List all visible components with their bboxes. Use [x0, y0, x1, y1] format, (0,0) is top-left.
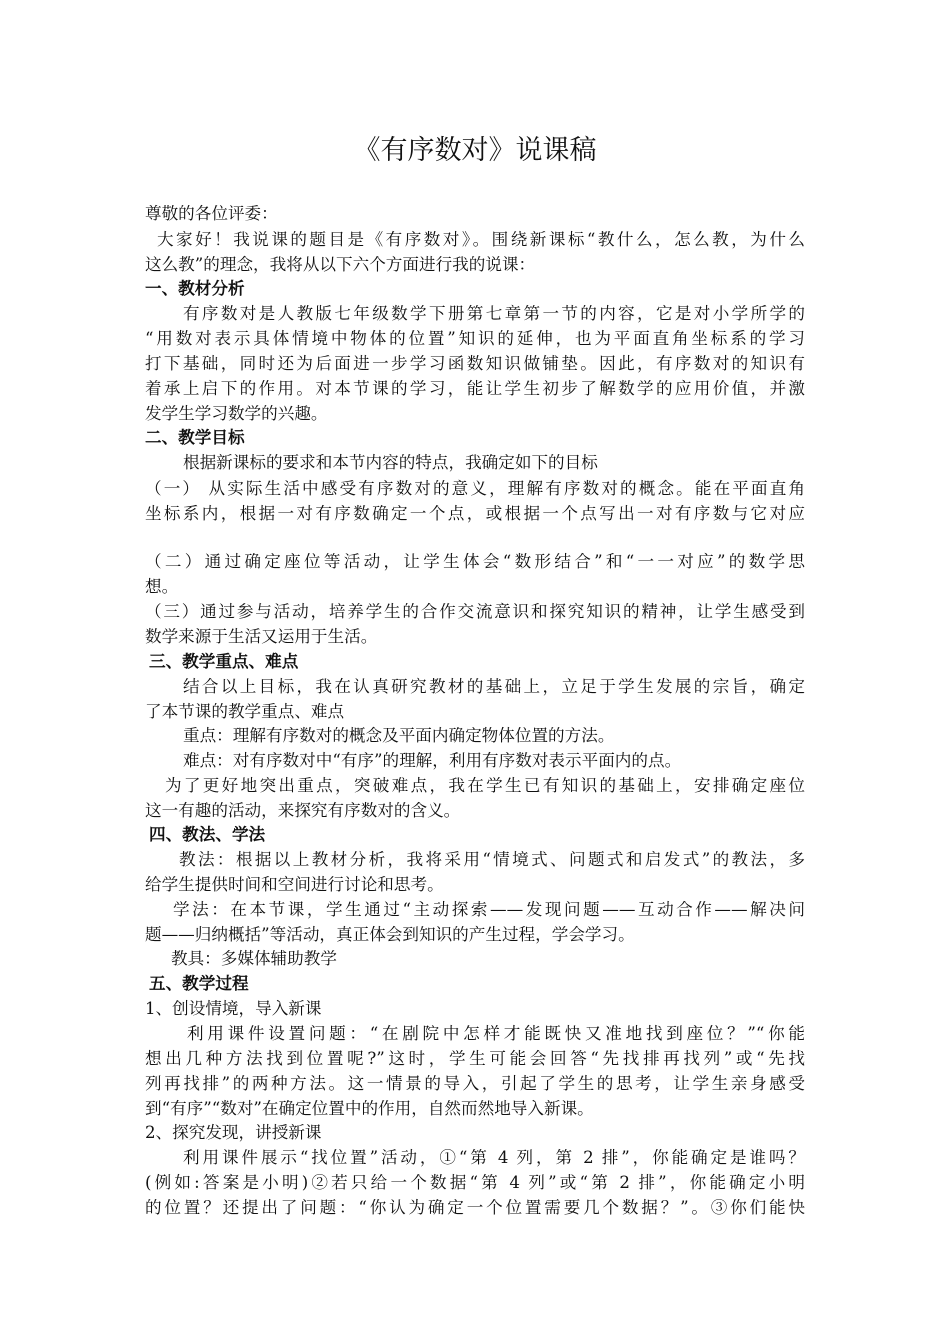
text-line: （一） 从实际生活中感受有序数对的意义，理解有序数对的概念。能在平面直角	[145, 479, 805, 498]
section-heading: 二、教学目标	[145, 428, 245, 447]
text-line: 2、探究发现，讲授新课	[145, 1123, 322, 1142]
text-line: 数学来源于生活又运用于生活。	[145, 627, 378, 646]
text-line: 打下基础，同时还为后面进一步学习函数知识做铺垫。因此，有序数对的知识有	[145, 354, 805, 373]
text-line: 坐标系内，根据一对有序数确定一个点，或根据一个点写出一对有序数与它对应	[145, 504, 805, 523]
text-line: (例如:答案是小明)②若只给一个数据“第 4 列”或“第 2 排”，你能确定小明	[145, 1173, 805, 1192]
text-line: 大家好！我说课的题目是《有序数对》。围绕新课标“教什么，怎么教，为什么	[157, 230, 805, 249]
text-line: 想。	[145, 577, 179, 596]
section-heading: 五、教学过程	[149, 974, 249, 993]
text-line: 题——归纳概括”等活动，真正体会到知识的产生过程，学会学习。	[145, 925, 635, 944]
text-line: 发学生学习数学的兴趣。	[145, 404, 328, 423]
text-line: 教法：根据以上教材分析，我将采用“情境式、问题式和启发式”的教法，多	[179, 850, 805, 869]
text-line: 难点：对有序数对中“有序”的理解，利用有序数对表示平面内的点。	[183, 751, 682, 770]
text-line: （二）通过确定座位等活动，让学生体会“数形结合”和“一一对应”的数学思	[145, 552, 805, 571]
text-line: “用数对表示具体情境中物体的位置”知识的延伸，也为平面直角坐标系的学习	[145, 329, 805, 348]
text-line: 利用课件展示“找位置”活动，①“第 4 列，第 2 排”，你能确定是谁吗？	[183, 1148, 805, 1167]
document-title: 《有序数对》说课稿	[353, 135, 597, 166]
section-heading: 三、教学重点、难点	[149, 652, 299, 671]
text-line: （三）通过参与活动，培养学生的合作交流意识和探究知识的精神，让学生感受到	[145, 602, 805, 621]
text-line: 着承上启下的作用。对本节课的学习，能让学生初步了解数学的应用价值，并激	[145, 379, 805, 398]
text-line: 教具：多媒体辅助教学	[171, 949, 337, 968]
text-line: 学法：在本节课，学生通过“主动探索——发现问题——互动合作——解决问	[173, 900, 805, 919]
text-line: 重点：理解有序数对的概念及平面内确定物体位置的方法。	[183, 726, 615, 745]
text-line: 1、创设情境，导入新课	[145, 999, 322, 1018]
text-line: 给学生提供时间和空间进行讨论和思考。	[145, 875, 444, 894]
text-line: 尊敬的各位评委：	[145, 204, 278, 223]
text-line: 这一有趣的活动，来探究有序数对的含义。	[145, 801, 461, 820]
text-line: 有序数对是人教版七年级数学下册第七章第一节的内容，它是对小学所学的	[183, 304, 805, 323]
text-line: 了本节课的教学重点、难点	[145, 702, 345, 721]
section-heading: 一、教材分析	[145, 279, 245, 298]
text-line: 这么教”的理念，我将从以下六个方面进行我的说课：	[145, 255, 536, 274]
text-line: 利用课件设置问题：“在剧院中怎样才能既快又准地找到座位？”“你能	[187, 1024, 805, 1043]
text-line: 为了更好地突出重点，突破难点，我在学生已有知识的基础上，安排确定座位	[165, 776, 805, 795]
text-line: 结合以上目标，我在认真研究教材的基础上，立足于学生发展的宗旨，确定	[183, 677, 805, 696]
text-line: 到“有序”“数对”在确定位置中的作用，自然而然地导入新课。	[145, 1099, 594, 1118]
text-line: 列再找排”的两种方法。这一情景的导入，引起了学生的思考，让学生亲身感受	[145, 1074, 805, 1093]
section-heading: 四、教法、学法	[149, 825, 266, 844]
text-line: 想出几种方法找到位置呢?”这时，学生可能会回答“先找排再找列”或“先找	[145, 1049, 805, 1068]
text-line: 根据新课标的要求和本节内容的特点，我确定如下的目标	[183, 453, 598, 472]
text-line: 的位置？还提出了问题：“你认为确定一个位置需要几个数据？”。③你们能快	[145, 1198, 805, 1217]
